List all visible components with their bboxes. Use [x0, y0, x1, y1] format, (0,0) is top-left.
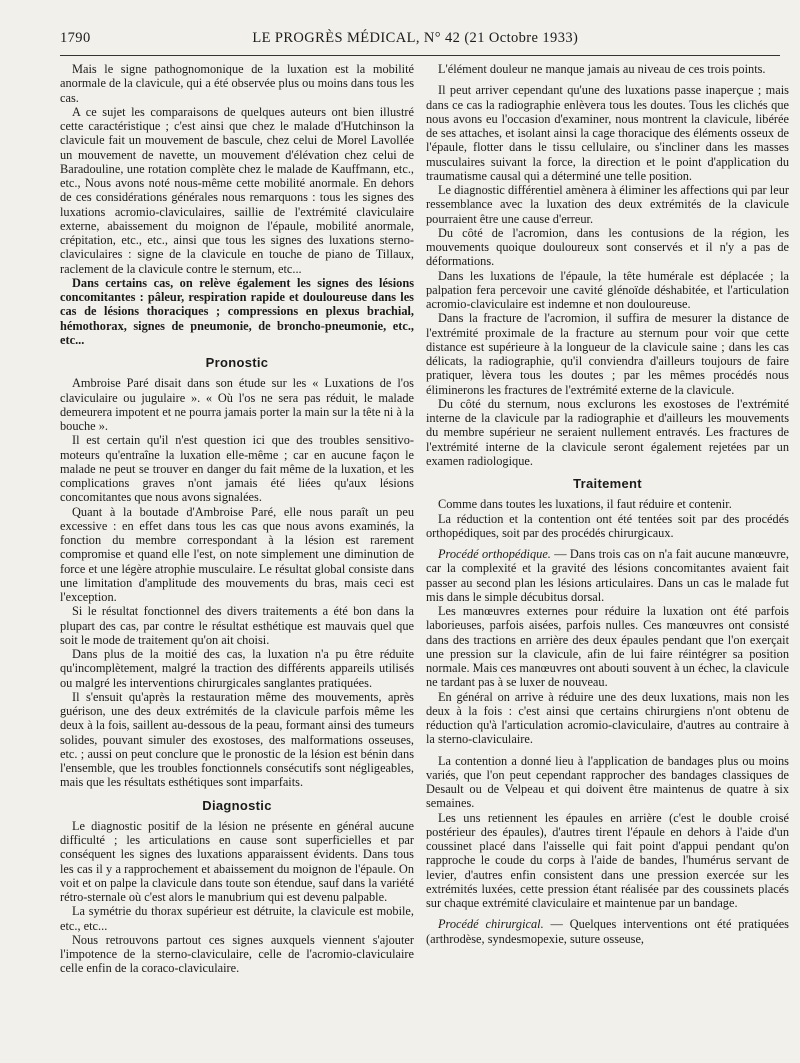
paragraph: Dans la fracture de l'acromion, il suffira de mesurer la distance de l'extrémité proximale de la fracture au sternum pour voir que cette distance est supérieure à la longueur de la clavicule saine ; dans les cas délicats, la radiographie, qu'il conviendra d'ailleurs toujours de faire pratiquer, lèvera tous les doutes ; par les mêmes procédés nous éliminerons les fractures de l'extrémité externe de la clavicule.	[426, 311, 789, 397]
right-column	[426, 62, 789, 1055]
paragraph: Quant à la boutade d'Ambroise Paré, elle nous paraît un peu excessive : en effet dans tous les cas que nous avons examinés, la fonction du membre correspondant à la lésion est rarement compromise et quand elle l'est, on note simplement une diminution de force et une légère atrophie musculaire. Le résultat global consiste dans une limitation d'amplitude des mouvements du bras, mais ceci est l'exception.	[60, 504, 414, 604]
paragraph: Il s'ensuit qu'après la restauration même des mouvements, après guérison, une des deux extrémités de la clavicule parfois même les deux à la fois, saillent au-dessous de la peau, formant ainsi des tumeurs solides, pouvant simuler des exostoses, des malformations osseuses, etc. ; aussi on peut conclure que le pronostic de la lésion est bénin dans l'ensemble, que les troubles fonctionnels consécutifs sont négligeables, mais que les résultats esthétiques sont imparfaits.	[60, 689, 414, 790]
paragraph: A ce sujet les comparaisons de quelques auteurs ont bien illustré cette caractéristique ; c'est ainsi que chez le malade d'Hutchinson la clavicule fait un mouvement de bascule, chez celui de Morel Lavollée un mouvement de navette, un mouvement d'élévation chez celui de Baradouline, une rotation complète chez le malade de Kauffmann, etc., etc., Nous avons noté nous-même cette mobilité anormale. En dehors de ces considérations générales nous remarquons : tous les signes des luxations acromio-claviculaires, saillie de l'extrémité claviculaire externe, abaissement du moignon de l'épaule, mobilité anormale, crépitation, etc., etc., ainsi que tous les signes des luxations sterno-claviculaires : signe de la clavicule en touche de piano de Tillaux, raclement de la clavicule contre le sternum, etc...	[60, 104, 414, 276]
paragraph: Les manœuvres externes pour réduire la luxation ont été parfois laborieuses, parfois aisées, parfois nulles. Ces manœuvres ont consisté dans des tractions en arrière des deux épaules pendant que l'on exerçait une pression sur la clavicule, afin de lui faire réintégrer sa position normale. Mais ces manœuvres ont abouti souvent à un échec, la clavicule ne tardant pas à se luxer de nouveau.	[426, 604, 789, 690]
paragraph: La réduction et la contention ont été tentées soit par des procédés orthopédiques, soit par des procédés chirurgicaux.	[426, 511, 789, 540]
paragraph: Il peut arriver cependant qu'une des luxations passe inaperçue ; mais dans ce cas la radiographie enlèvera tous les doutes. Tous les clichés que nous avons eu l'occasion d'examiner, nous montrent la clavicule, libérée de ses attaches, et isolant ainsi la cage thoracique des éléments osseux de l'épaule, flotter dans le tissu cellulaire, ou s'incliner dans les masses musculaires suivant la force, la direction et le point d'application du traumatisme causal qui a déterminé une telle position.	[426, 83, 789, 183]
paragraph: Si le résultat fonctionnel des divers traitements a été bon dans la plupart des cas, par contre le résultat esthétique est mauvais quel que soit le mode de traitement qu'on ait choisi.	[60, 604, 414, 647]
paragraph: La contention a donné lieu à l'application de bandages plus ou moins variés, que l'on peut cependant rapprocher des bandages classiques de Desault ou de Velpeau et qui doivent être maintenus de quatre à six semaines.	[426, 753, 789, 811]
paragraph: La symétrie du thorax supérieur est détruite, la clavicule est mobile, etc., etc...	[60, 904, 414, 933]
paragraph	[426, 917, 789, 946]
paragraph: Les uns retiennent les épaules en arrière (c'est le double croisé postérieur des épaules), d'autres tirent l'épaule en dehors à l'aide d'un coussinet placé dans l'aisselle qui fait point d'appui pendant qu'on rapproche le coude du corps à l'aide de bandes, l'humérus servant de levier, d'autres enfin consistent dans une pression exercée sur les extrémités luxées, cette pression étant réalisée par des coussinets placés sur chaque extrémité claviculaire et maintenue par un bandage.	[426, 810, 789, 910]
paragraph: Le diagnostic positif de la lésion ne présente en général aucune difficulté ; les articulations en cause sont superficielles et par conséquent les signes des luxations apparaissent évidents. Dans tous les cas il y a rapprochement et abaissement du moignon de l'épaule. On voit et on palpe la clavicule dans toute son étendue, sauf dans la variété rétro-sternale où c'est alors le manubrium qui est devenu palpable.	[60, 818, 414, 904]
section-heading-traitement: Traitement	[573, 476, 642, 491]
paragraph	[426, 547, 789, 604]
paragraph: L'élément douleur ne manque jamais au niveau de ces trois points.	[438, 62, 766, 76]
page-number: 1790	[60, 30, 91, 46]
paragraph: Dans plus de la moitié des cas, la luxation n'a pu être réduite qu'incomplètement, malgré la traction des différents appareils utilisés ou malgré les interventions chirurgicales sanglantes pratiquées.	[60, 647, 414, 690]
paragraph-text: — Quelques interventions ont été pratiquées (arthrodèse, syndesmopexie, suture osseuse,	[426, 917, 789, 946]
paragraph-text: — Dans trois cas on n'a fait aucune manœuvre, car la complexité et la gravité des lésions concomitantes avaient fait passer au second plan les lésions articulaires. Dans un cas le malade fut mis dans le simple décubitus dorsal.	[426, 547, 789, 604]
journal-title: LE PROGRÈS MÉDICAL, N° 42 (21 Octobre 1933)	[252, 30, 579, 46]
paragraph: Dans certains cas, on relève également les signes des lésions concomitantes : pâleur, respiration rapide et douloureuse dans les cas de lésions thoraciques ; compressions en plexus brachial, hémothorax, signes de pneumonie, de broncho-pneumonie, etc., etc...	[60, 275, 414, 347]
paragraph: Du côté du sternum, nous exclurons les exostoses de l'extrémité interne de la clavicule par la radiographie et d'ailleurs les mouvements du membre supérieur ne seraient nullement entravés. Les fractures de l'extrémité interne de la clavicule seront également rejetées par un examen radiologique.	[426, 396, 789, 468]
paragraph: Dans les luxations de l'épaule, la tête humérale est déplacée ; la palpation fera percevoir une cavité glénoïde déshabitée, et l'articulation acromio-claviculaire est indemne et non douloureuse.	[426, 268, 789, 311]
paragraph: Il est certain qu'il n'est question ici que des troubles sensitivo-moteurs qu'entraîne la luxation elle-même ; car en aucune façon le malade ne peut se trouver en danger du fait même de la luxation, et les complications graves n'ont jamais été liées qu'aux lésions concomitantes que nous avons signalées.	[60, 433, 414, 505]
section-heading-pronostic: Pronostic	[205, 355, 269, 370]
paragraph: Nous retrouvons partout ces signes auxquels viennent s'ajouter l'impotence de la sterno-claviculaire, celle de l'acromio-claviculaire celle enfin de la coraco-claviculaire.	[60, 932, 414, 976]
paragraph: Mais le signe pathognomonique de la luxation est la mobilité anormale de la clavicule, qui a été observée plus ou moins dans tous les cas.	[60, 62, 414, 105]
paragraph-lead: Procédé chirurgical.	[438, 917, 544, 932]
section-heading-diagnostic: Diagnostic	[202, 797, 272, 813]
paragraph: Comme dans toutes les luxations, il faut réduire et contenir.	[438, 497, 732, 512]
paragraph: Ambroise Paré disait dans son étude sur les « Luxations de l'os claviculaire ou jugulaire ». « Où l'os ne sera pas réduit, le malade demeurera impotent et ne pourra jamais porter la main sur la tête ni à la bouche ».	[60, 376, 414, 433]
running-header	[60, 30, 780, 52]
header-rule	[60, 55, 780, 56]
paragraph-lead: Procédé orthopédique.	[438, 547, 551, 561]
paragraph: Le diagnostic différentiel amènera à éliminer les affections qui par leur ressemblance avec la luxation des deux extrémités de la clavicule pourraient être une cause d'erreur.	[426, 183, 789, 226]
paragraph: Du côté de l'acromion, dans les contusions de la région, les mouvements quoique douloureux sont conservés et il n'y a pas de déformations.	[426, 225, 789, 269]
paragraph: En général on arrive à réduire une des deux luxations, mais non les deux à la fois : c'est ainsi que certains chirurgiens n'ont obtenu de réduction qu'à l'articulation acromio-claviculaire, d'autres au contraire à la sterno-claviculaire.	[426, 689, 789, 747]
left-column	[60, 62, 414, 1055]
